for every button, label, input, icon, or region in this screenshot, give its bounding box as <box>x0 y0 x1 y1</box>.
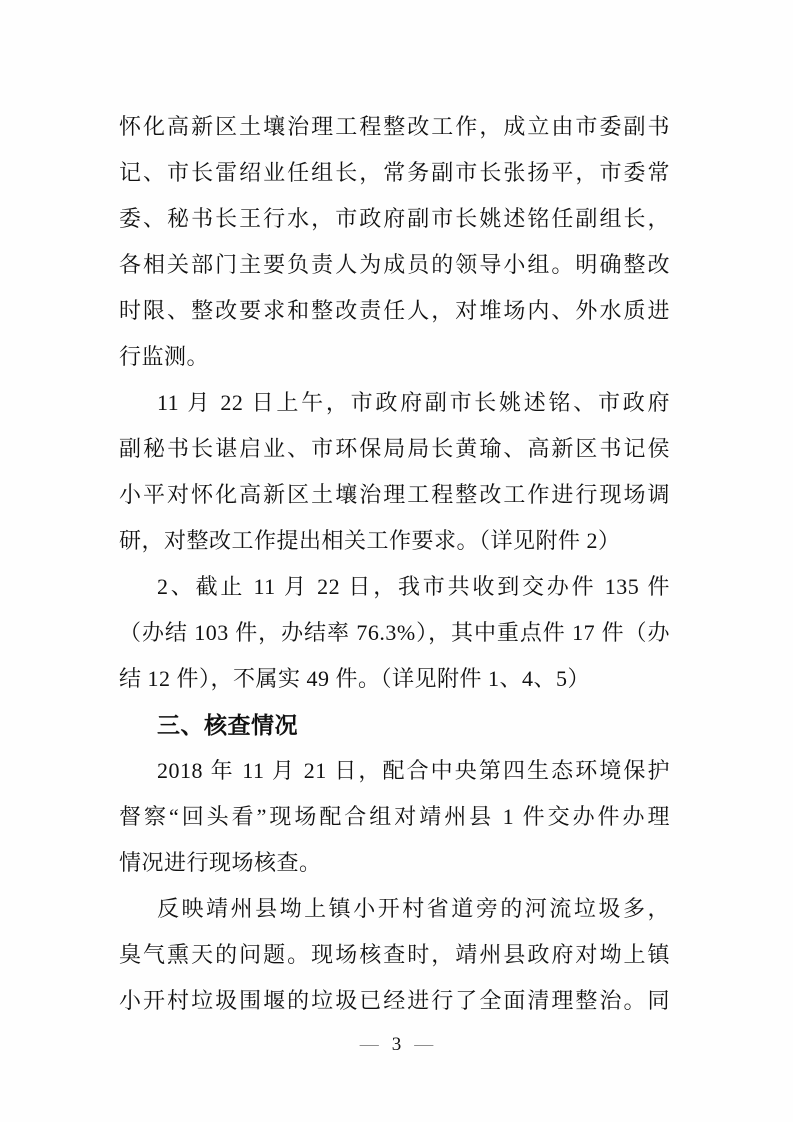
text-line: 记、市长雷绍业任组长，常务副市长张扬平，市委常 <box>119 160 670 185</box>
text-line: 时限、整改要求和整改责任人，对堆场内、外水质进 <box>119 298 670 323</box>
text-line: 副秘书长谌启业、市环保局局长黄瑜、高新区书记侯 <box>119 436 670 461</box>
text-line: 2、截止 11 月 22 日，我市共收到交办件 135 件 <box>157 574 670 599</box>
text-line: 委、秘书长王行水，市政府副市长姚述铭任副组长， <box>119 206 670 231</box>
page-footer <box>0 1032 793 1058</box>
section-heading: 三、核查情况 <box>157 712 298 738</box>
footer-dash-right: — <box>414 1034 434 1055</box>
text-line: 情况进行现场核查。 <box>119 850 322 875</box>
document-body <box>119 104 670 1024</box>
text-line: 小平对怀化高新区土壤治理工程整改工作进行现场调 <box>119 482 670 507</box>
text-line: （办结 103 件，办结率 76.3%），其中重点件 17 件（办 <box>119 620 670 645</box>
text-line: 11 月 22 日上午，市政府副市长姚述铭、市政府 <box>157 390 670 415</box>
text-line: 各相关部门主要负责人为成员的领导小组。明确整改 <box>119 252 670 277</box>
text-line: 研，对整改工作提出相关工作要求。（详见附件 2） <box>119 528 621 553</box>
text-line: 督察“回头看”现场配合组对靖州县 1 件交办件办理 <box>119 804 670 829</box>
text-line: 臭气熏天的问题。现场核查时，靖州县政府对坳上镇 <box>119 942 670 967</box>
text-line: 行监测。 <box>119 344 210 369</box>
footer-dash-left: — <box>359 1034 379 1055</box>
text-line: 小开村垃圾围堰的垃圾已经进行了全面清理整治。同 <box>119 988 670 1013</box>
page-number: 3 <box>391 1034 402 1055</box>
text-line: 2018 年 11 月 21 日，配合中央第四生态环境保护 <box>157 758 670 783</box>
text-line: 结 12 件），不属实 49 件。（详见附件 1、4、5） <box>119 666 591 691</box>
text-line: 反映靖州县坳上镇小开村省道旁的河流垃圾多， <box>157 896 670 921</box>
text-line: 怀化高新区土壤治理工程整改工作，成立由市委副书 <box>119 114 670 139</box>
